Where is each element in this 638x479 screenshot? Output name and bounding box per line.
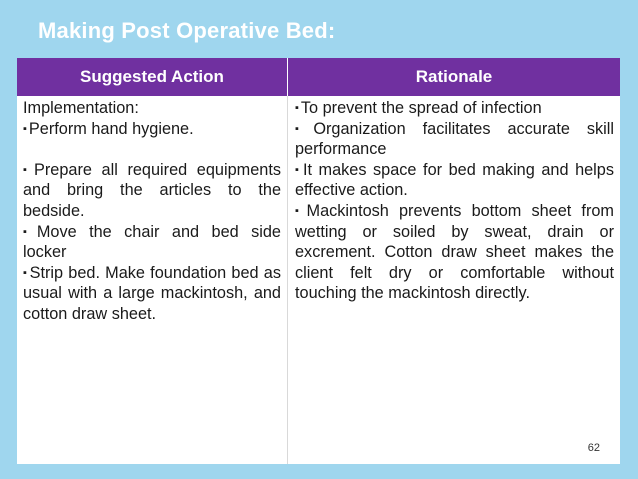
action-item-text: Strip bed. Make foundation bed as usual with a large mackintosh, and cotton draw sheet. — [23, 263, 281, 323]
rationale-item — [295, 201, 614, 304]
action-item-text: Move the chair and bed side locker — [23, 222, 281, 262]
table-header-row — [17, 58, 620, 96]
square-bullet-icon: ▪ — [295, 102, 299, 114]
header-rationale: Rationale — [415, 67, 493, 86]
square-bullet-icon: ▪ — [295, 122, 312, 135]
rationale-item-text: Mackintosh prevents bottom sheet from wetting or soiled by sweat, drain or excrement. Cotton draw sheet makes the client felt dry or comfortable without touching the mackintosh directly. — [295, 201, 614, 303]
spacer — [23, 139, 281, 160]
rationale-item — [295, 160, 614, 201]
header-suggested-action: Suggested Action — [80, 67, 224, 86]
rationale-cell — [295, 98, 614, 304]
slide-content — [17, 58, 620, 464]
rationale-item-text: Organization facilitates accurate skill performance — [295, 119, 614, 159]
column-divider — [287, 96, 288, 464]
suggested-action-cell — [23, 98, 281, 325]
rationale-item — [295, 119, 614, 160]
square-bullet-icon: ▪ — [295, 204, 305, 217]
action-item — [23, 160, 281, 222]
rationale-item — [295, 98, 614, 119]
rationale-item-text: To prevent the spread of infection — [300, 99, 542, 117]
action-item — [23, 263, 281, 325]
action-item-text: Prepare all required equipments and bring the articles to the bedside. — [23, 160, 281, 220]
square-bullet-icon: ▪ — [23, 163, 32, 176]
action-item — [23, 119, 281, 140]
slide-title: Making Post Operative Bed: — [38, 18, 336, 43]
rationale-item-text: It makes space for bed making and helps effective action. — [295, 160, 614, 200]
square-bullet-icon: ▪ — [295, 163, 301, 176]
implementation-heading: Implementation: — [23, 99, 139, 117]
action-item — [23, 222, 281, 263]
page-number: 62 — [587, 442, 600, 454]
square-bullet-icon: ▪ — [23, 122, 27, 135]
action-item-text: Perform hand hygiene. — [28, 119, 194, 138]
square-bullet-icon: ▪ — [23, 266, 28, 279]
square-bullet-icon: ▪ — [23, 225, 35, 238]
